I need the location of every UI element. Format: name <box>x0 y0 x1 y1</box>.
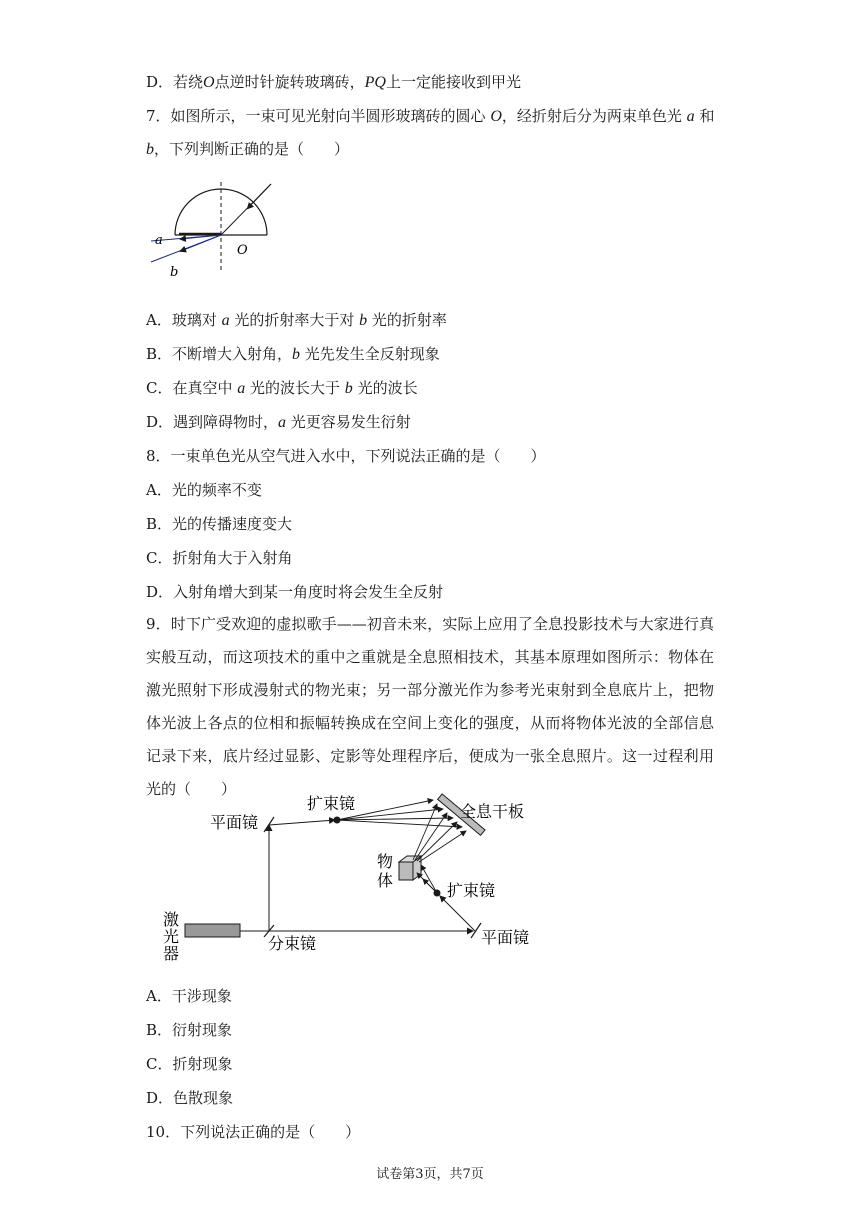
q8-option-b: B．光的传播速度变大 <box>146 515 293 533</box>
label-expander-top: 扩束镜 <box>307 794 356 813</box>
q7-stem-line2: b，下列判断正确的是（ ） <box>146 140 350 158</box>
label-mirror-right: 平面镜 <box>481 928 530 947</box>
q7-option-d: D．遇到障碍物时，a 光更容易发生衍射 <box>146 413 411 431</box>
q8-stem: 8．一束单色光从空气进入水中，下列说法正确的是（ ） <box>146 447 546 465</box>
label-b: b <box>170 265 179 280</box>
q7-semicircle-figure <box>145 178 285 288</box>
q9-option-c: C．折射现象 <box>146 1055 233 1073</box>
q8-option-c: C．折射角大于入射角 <box>146 549 293 567</box>
label-laser-2: 光 <box>163 927 180 946</box>
q9-option-a: A．干涉现象 <box>146 987 232 1005</box>
label-laser-1: 激 <box>163 910 180 929</box>
q9-holography-figure <box>155 785 545 965</box>
q9-stem: 9．时下广受欢迎的虚拟歌手——初音未来，实际上应用了全息投影技术与大家进行真实般互动，而这项技术的重中之重就是全息照相技术，其基本原理如图所示：物体在激光照射下形成漫射式的物光束；另一部分激光作为参考光束射到全息底片上，把物体光波上各点的位相和振幅转换成在空间上变化的强度，从而将物体光波的全部信息记录下来，底片经过显影、定影等处理程序后，便成为一张全息照片。这一过程利用光的（ ） <box>146 615 714 798</box>
q7-option-b: B．不断增大入射角，b 光先发生全反射现象 <box>146 345 440 363</box>
q7-option-a: A．玻璃对 a 光的折射率大于对 b 光的折射率 <box>146 311 447 329</box>
page-footer: 试卷第3页，共7页 <box>376 1167 484 1182</box>
q9-option-d: D．色散现象 <box>146 1089 234 1107</box>
q7-option-c: C．在真空中 a 光的波长大于 b 光的波长 <box>146 379 418 397</box>
laser-device <box>185 924 240 937</box>
label-holo-plate: 全息干板 <box>460 802 525 821</box>
label-splitter: 分束镜 <box>268 934 317 953</box>
object-cube-front <box>399 862 413 880</box>
label-object-1: 物 <box>377 852 394 871</box>
label-mirror-top: 平面镜 <box>210 813 259 832</box>
label-o: O <box>237 243 248 258</box>
label-laser-3: 器 <box>163 944 180 963</box>
q9-option-b: B．衍射现象 <box>146 1021 233 1039</box>
q10-stem: 10．下列说法正确的是（ ） <box>146 1123 361 1141</box>
label-a: a <box>155 233 163 248</box>
q8-option-d: D．入射角增大到某一角度时将会发生全反射 <box>146 583 444 601</box>
q8-option-a: A．光的频率不变 <box>146 481 262 499</box>
label-object-2: 体 <box>377 871 394 890</box>
q6-option-d: D．若绕O点逆时针旋转玻璃砖，PQ上一定能接收到甲光 <box>146 73 521 91</box>
q7-stem-line1: 7．如图所示，一束可见光射向半圆形玻璃砖的圆心 O，经折射后分为两束单色光 a 和 <box>146 107 715 125</box>
label-expander-bottom: 扩束镜 <box>447 881 496 900</box>
